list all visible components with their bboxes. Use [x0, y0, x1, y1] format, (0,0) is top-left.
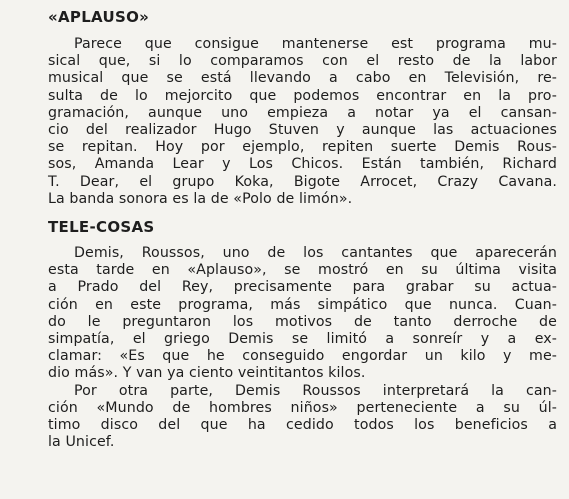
text-line: Demis, Roussos, uno de los cantantes que aparecerán	[74, 245, 557, 262]
text-line: ción en este programa, más simpático que nunca. Cuan-	[48, 296, 557, 313]
paragraph-demis-roussos	[48, 245, 557, 383]
text-line: Por otra parte, Demis Roussos interpretará la can-	[74, 382, 557, 399]
text-line: Parece que consigue mantenerse est programa mu-	[74, 36, 557, 52]
text-line: La banda sonora es la de «Polo de limón».	[48, 190, 353, 207]
paragraph-aplauso	[48, 36, 557, 208]
text-line: sulta de lo mejorcito que podemos encontrar en la pro-	[48, 87, 557, 104]
text-line: gramación, aunque uno empieza a notar ya el cansan-	[48, 104, 557, 121]
text-line: T. Dear, el grupo Koka, Bigote Arrocet, Crazy Cavana.	[48, 173, 557, 190]
section-heading-aplauso: «APLAUSO»	[48, 8, 150, 26]
text-line: timo disco del que ha cedido todos los beneficios a	[48, 417, 557, 434]
text-line: se repitan. Hoy por ejemplo, repiten suerte Demis Rous-	[48, 139, 557, 156]
text-line: musical que se está llevando a cabo en Televisión, re-	[48, 70, 557, 87]
text-line: clamar: «Es que he conseguido engordar un kilo y me-	[48, 348, 557, 365]
text-line: sical que, si lo comparamos con el resto de la labor	[48, 53, 557, 70]
text-line: a Prado del Rey, precisamente para grabar su actua-	[48, 279, 557, 296]
text-line: ción «Mundo de hombres niños» perteneciente a su úl-	[48, 399, 557, 416]
text-line: sos, Amanda Lear y Los Chicos. Están también, Richard	[48, 156, 557, 173]
text-line: la Unicef.	[48, 434, 115, 451]
section-heading-tele-cosas: TELE-COSAS	[48, 218, 155, 237]
text-line: do le preguntaron los motivos de tanto derroche de	[48, 313, 557, 330]
text-line: cio del realizador Hugo Stuven y aunque las actuaciones	[48, 122, 557, 139]
paragraph-unicef	[48, 383, 557, 452]
text-line: simpatía, el griego Demis se limitó a sonreír y a ex-	[48, 331, 557, 348]
text-line: esta tarde en «Aplauso», se mostró en su última visita	[48, 262, 557, 279]
text-line: dio más». Y van ya ciento veintitantos kilos.	[48, 365, 366, 382]
